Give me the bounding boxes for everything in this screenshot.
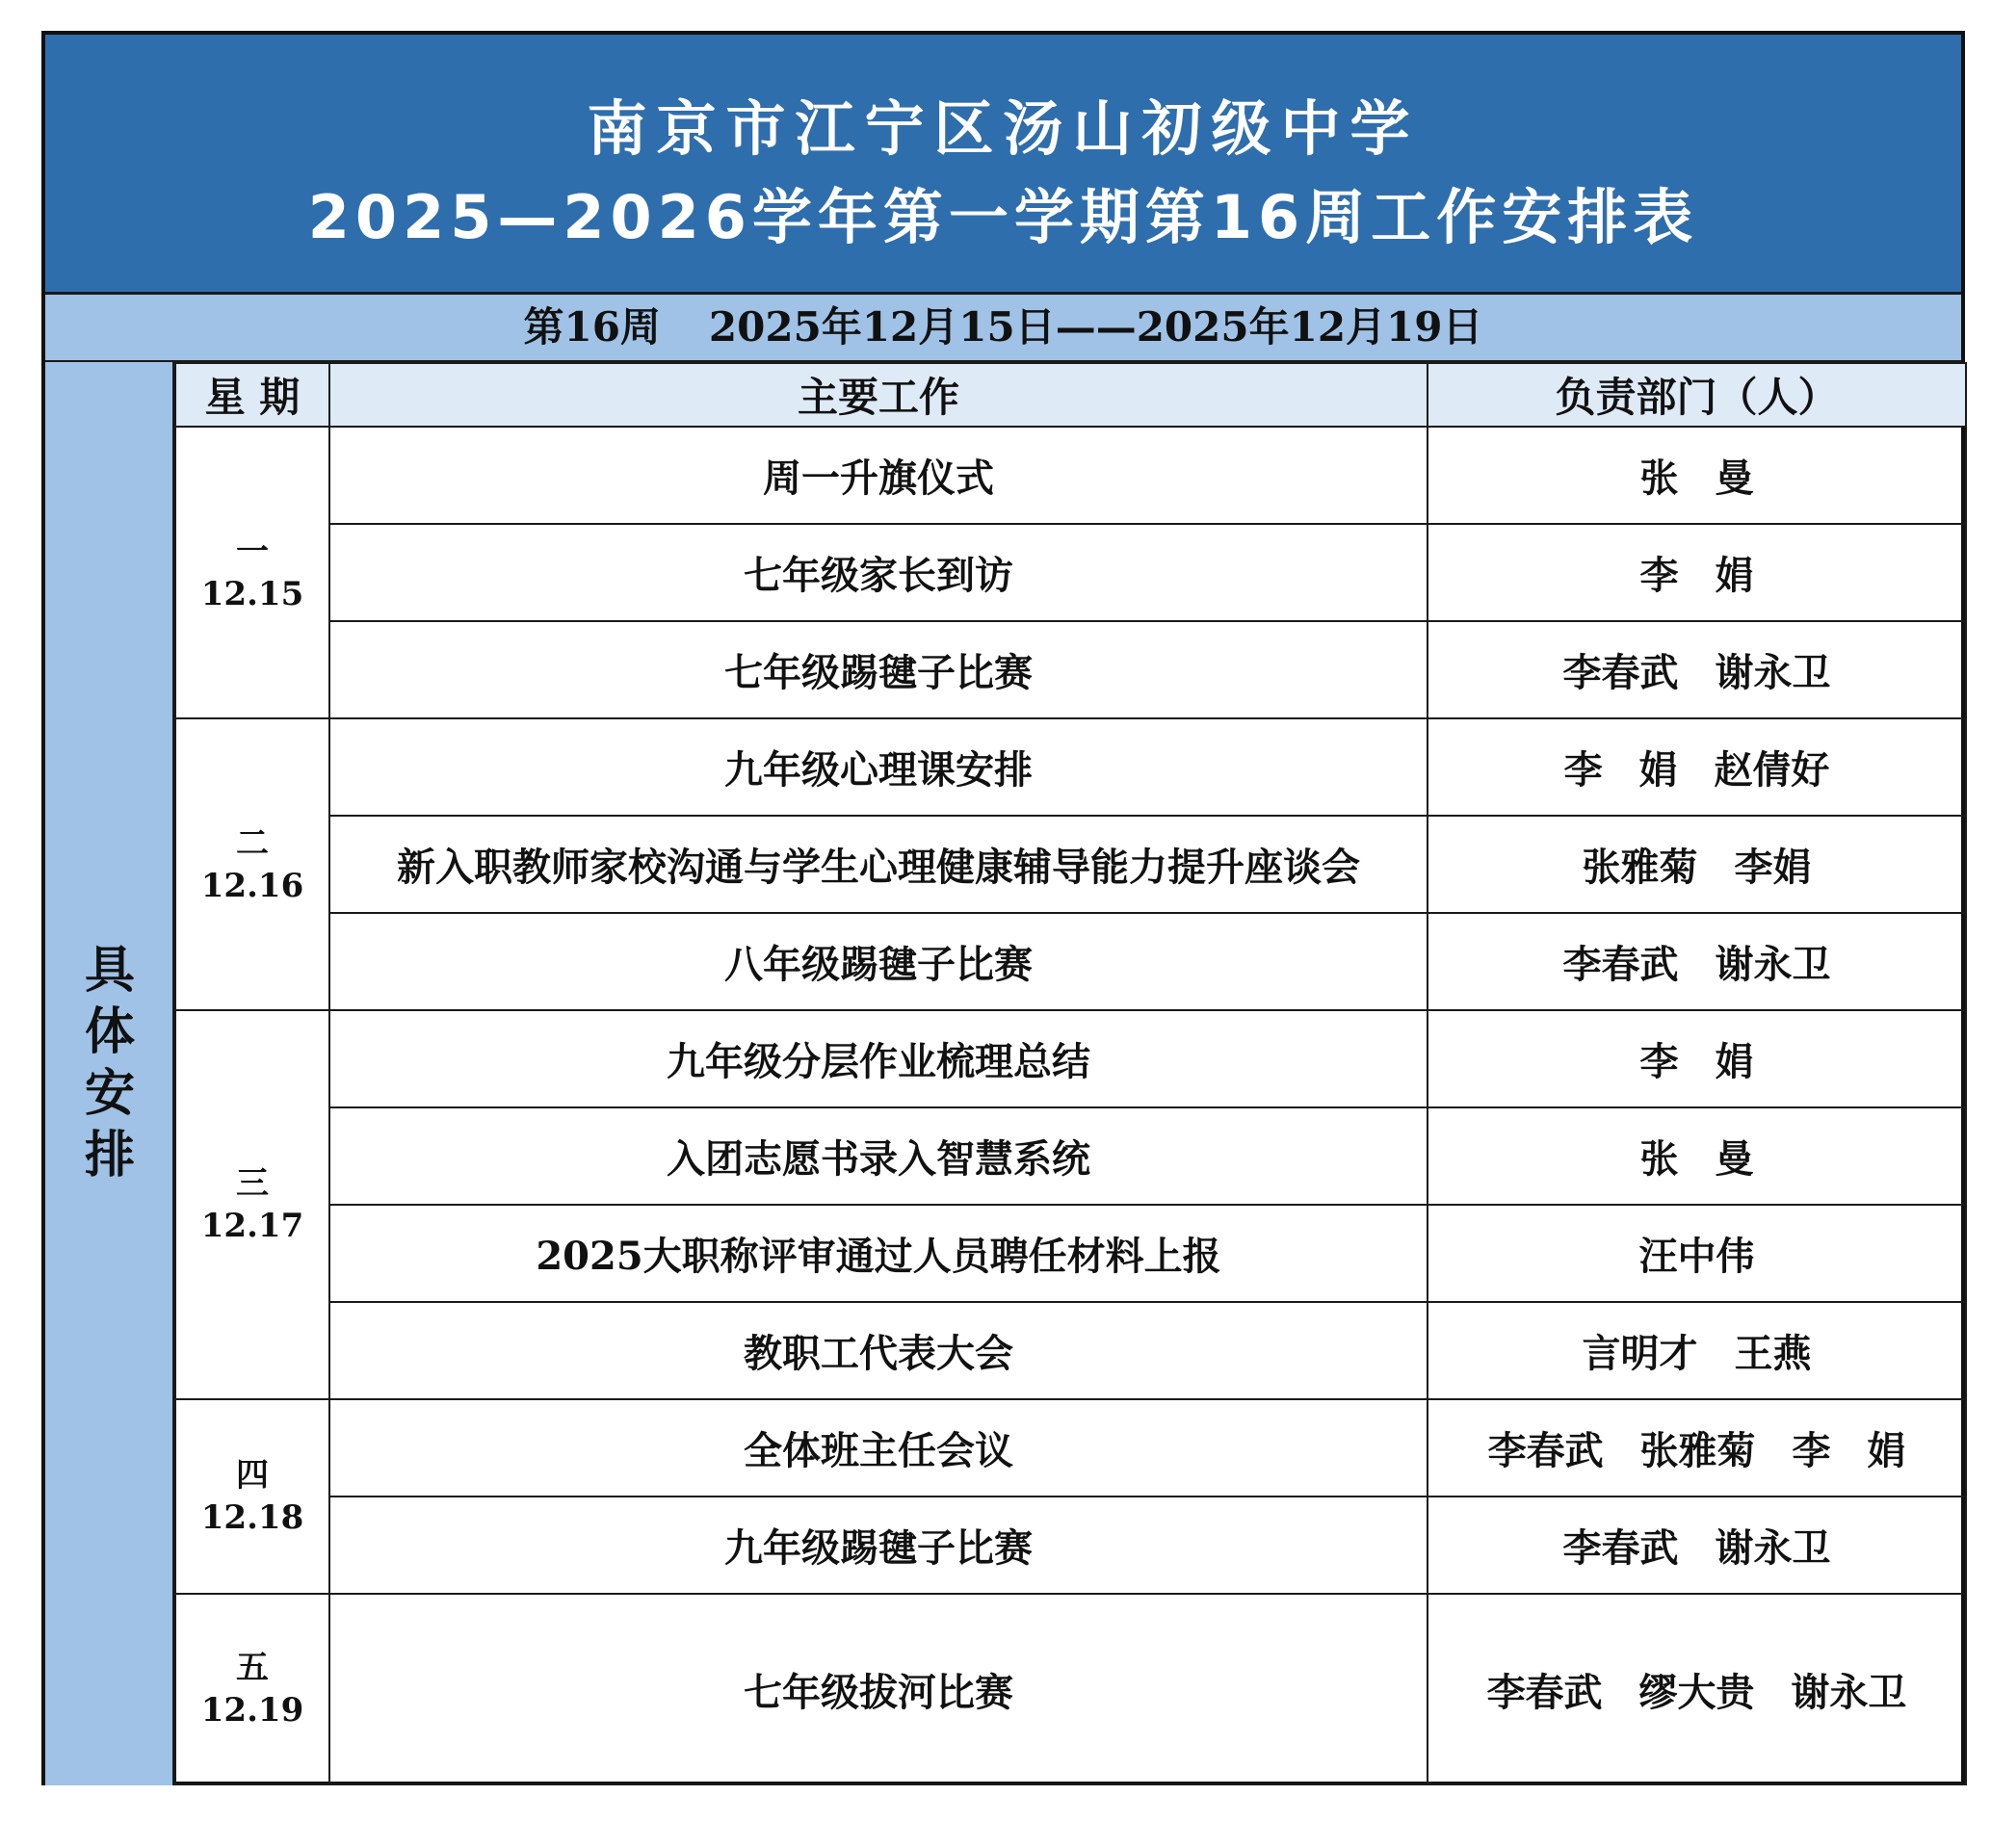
owner-cell: 汪中伟 bbox=[1428, 1205, 1966, 1302]
work-item: 教职工代表大会 bbox=[329, 1302, 1428, 1399]
schedule-title: 2025—2026学年第一学期第16周工作安排表 bbox=[307, 182, 1699, 252]
work-item: 七年级家长到访 bbox=[329, 524, 1428, 621]
week-number: 第16周 bbox=[523, 303, 661, 351]
day-cell bbox=[175, 718, 329, 1010]
owner-cell: 李春武 谢永卫 bbox=[1428, 621, 1966, 718]
owner-cell: 李 娟 赵倩好 bbox=[1428, 718, 1966, 816]
owner-cell: 言明才 王燕 bbox=[1428, 1302, 1966, 1399]
table-row bbox=[175, 621, 1966, 718]
side-label: 具体安排 bbox=[84, 941, 135, 1184]
owner-cell: 张雅菊 李娟 bbox=[1428, 816, 1966, 913]
day-cell bbox=[175, 1010, 329, 1399]
column-header-owner: 负责部门（人） bbox=[1428, 363, 1966, 427]
table-row bbox=[175, 816, 1966, 913]
table-row bbox=[175, 1497, 1966, 1594]
schedule-table bbox=[174, 362, 1967, 1785]
work-item: 八年级踢毽子比赛 bbox=[329, 913, 1428, 1010]
day-cell bbox=[175, 1399, 329, 1594]
table-row bbox=[175, 524, 1966, 621]
work-item: 七年级拔河比赛 bbox=[329, 1594, 1428, 1784]
date-label: 12.17 bbox=[200, 1207, 304, 1245]
table-row bbox=[175, 913, 1966, 1010]
owner-cell: 李春武 谢永卫 bbox=[1428, 1497, 1966, 1594]
table-row bbox=[175, 718, 1966, 816]
table-row bbox=[175, 1107, 1966, 1205]
owner-cell: 李春武 缪大贵 谢永卫 bbox=[1428, 1594, 1966, 1784]
weekday-label: 一 bbox=[236, 532, 269, 571]
title-banner bbox=[45, 35, 1961, 295]
work-item: 七年级踢毽子比赛 bbox=[329, 621, 1428, 718]
column-header-day: 星 期 bbox=[175, 363, 329, 427]
owner-cell: 张 曼 bbox=[1428, 1107, 1966, 1205]
day-cell bbox=[175, 1594, 329, 1784]
owner-cell: 李 娟 bbox=[1428, 1010, 1966, 1107]
work-item: 新入职教师家校沟通与学生心理健康辅导能力提升座谈会 bbox=[329, 816, 1428, 913]
weekday-label: 三 bbox=[236, 1164, 269, 1203]
table-row bbox=[175, 1205, 1966, 1302]
schedule-sheet bbox=[41, 31, 1965, 1785]
school-name: 南京市江宁区汤山初级中学 bbox=[587, 93, 1420, 164]
date-label: 12.18 bbox=[200, 1498, 304, 1537]
work-item: 入团志愿书录入智慧系统 bbox=[329, 1107, 1428, 1205]
owner-cell: 李春武 谢永卫 bbox=[1428, 913, 1966, 1010]
date-label: 12.19 bbox=[200, 1691, 304, 1730]
date-label: 12.16 bbox=[200, 866, 304, 905]
work-item: 九年级踢毽子比赛 bbox=[329, 1497, 1428, 1594]
owner-cell: 张 曼 bbox=[1428, 427, 1966, 524]
date-label: 12.15 bbox=[200, 574, 304, 613]
side-label-column bbox=[45, 362, 174, 1785]
schedule-body bbox=[175, 427, 1966, 1784]
table-row bbox=[175, 1594, 1966, 1784]
weekday-label: 二 bbox=[236, 823, 269, 863]
week-bar bbox=[45, 295, 1961, 362]
work-item: 九年级心理课安排 bbox=[329, 718, 1428, 816]
table-row bbox=[175, 1399, 1966, 1497]
work-item: 周一升旗仪式 bbox=[329, 427, 1428, 524]
day-cell bbox=[175, 427, 329, 718]
table-row bbox=[175, 1010, 1966, 1107]
table-row bbox=[175, 427, 1966, 524]
owner-cell: 李春武 张雅菊 李 娟 bbox=[1428, 1399, 1966, 1497]
work-item: 九年级分层作业梳理总结 bbox=[329, 1010, 1428, 1107]
weekday-label: 五 bbox=[236, 1649, 269, 1687]
owner-cell: 李 娟 bbox=[1428, 524, 1966, 621]
week-date-range: 2025年12月15日——2025年12月19日 bbox=[708, 303, 1483, 351]
work-item: 全体班主任会议 bbox=[329, 1399, 1428, 1497]
table-row bbox=[175, 1302, 1966, 1399]
weekday-label: 四 bbox=[236, 1456, 269, 1495]
column-header-work: 主要工作 bbox=[329, 363, 1428, 427]
work-item: 2025大职称评审通过人员聘任材料上报 bbox=[329, 1205, 1428, 1302]
